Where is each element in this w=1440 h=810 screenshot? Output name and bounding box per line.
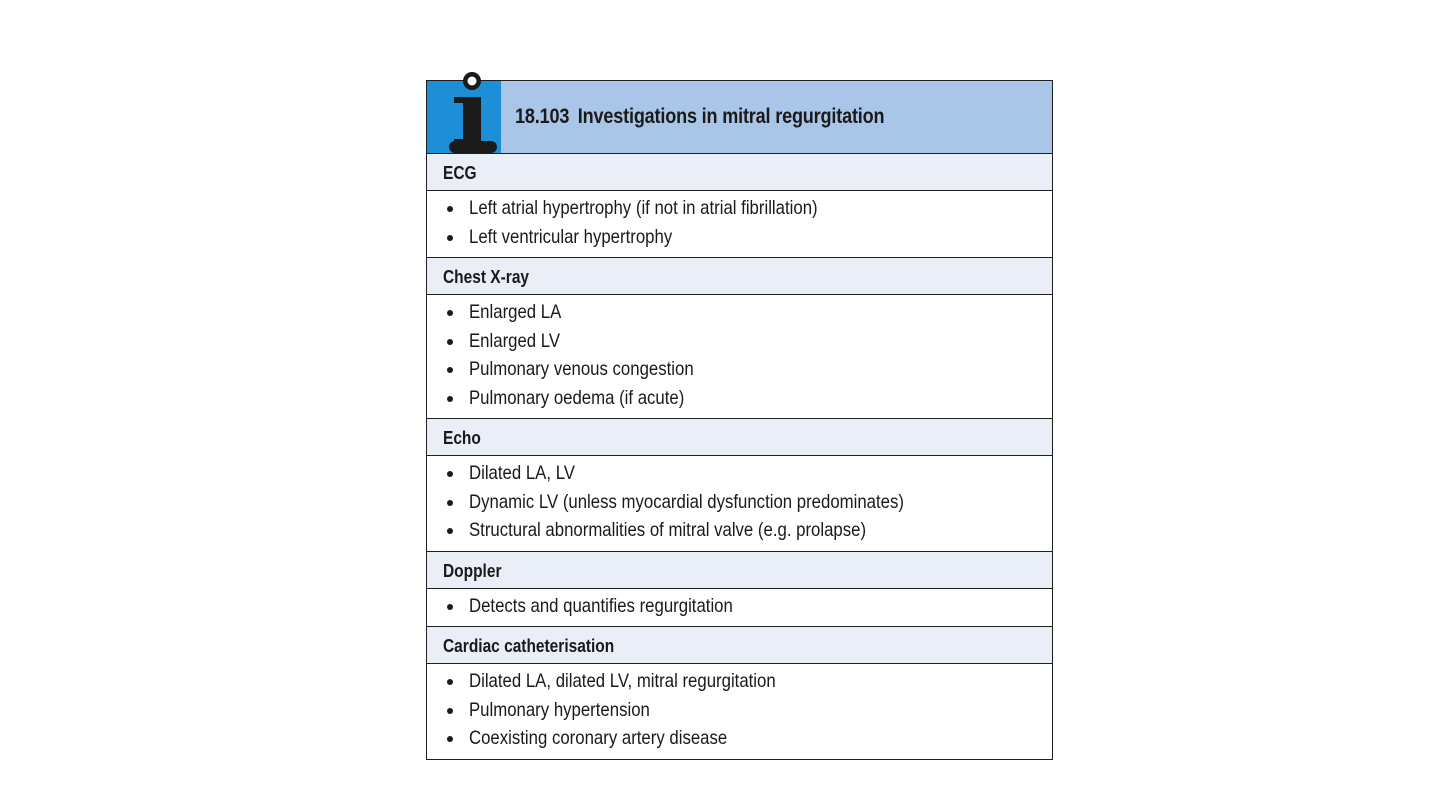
section-heading-chest-xray: Chest X-ray [427, 257, 1052, 295]
list-item: Left atrial hypertrophy (if not in atrial fibrillation) [443, 194, 1036, 223]
section-list-doppler [427, 589, 1052, 627]
list-item: Enlarged LV [443, 327, 1036, 356]
list-item: Dilated LA, dilated LV, mitral regurgitation [443, 667, 1036, 696]
list-item: Detects and quantifies regurgitation [443, 592, 1036, 621]
list-item: Pulmonary venous congestion [443, 355, 1036, 384]
section-list-cardiac-catheterisation [427, 664, 1052, 759]
list-item: Dynamic LV (unless myocardial dysfunction predominates) [443, 488, 1036, 517]
box-number: 18.103 [515, 105, 570, 128]
section-list-echo [427, 456, 1052, 551]
list-item: Coexisting coronary artery disease [443, 724, 1036, 753]
list-item: Left ventricular hypertrophy [443, 223, 1036, 252]
section-heading-cardiac-catheterisation: Cardiac catheterisation [427, 626, 1052, 664]
list-item: Pulmonary hypertension [443, 696, 1036, 725]
info-icon [427, 73, 501, 155]
list-item: Structural abnormalities of mitral valve (e.g. prolapse) [443, 516, 1036, 545]
section-heading-ecg: ECG [427, 153, 1052, 191]
box-title-text: Investigations in mitral regurgitation [577, 105, 885, 128]
section-list-chest-xray [427, 295, 1052, 418]
list-item: Pulmonary oedema (if acute) [443, 384, 1036, 413]
box-header [427, 81, 1052, 153]
list-item: Dilated LA, LV [443, 459, 1036, 488]
list-item: Enlarged LA [443, 298, 1036, 327]
box-title [515, 81, 884, 153]
info-box [426, 80, 1053, 760]
section-list-ecg [427, 191, 1052, 257]
section-heading-echo: Echo [427, 418, 1052, 456]
section-heading-doppler: Doppler [427, 551, 1052, 589]
info-badge [427, 81, 501, 153]
